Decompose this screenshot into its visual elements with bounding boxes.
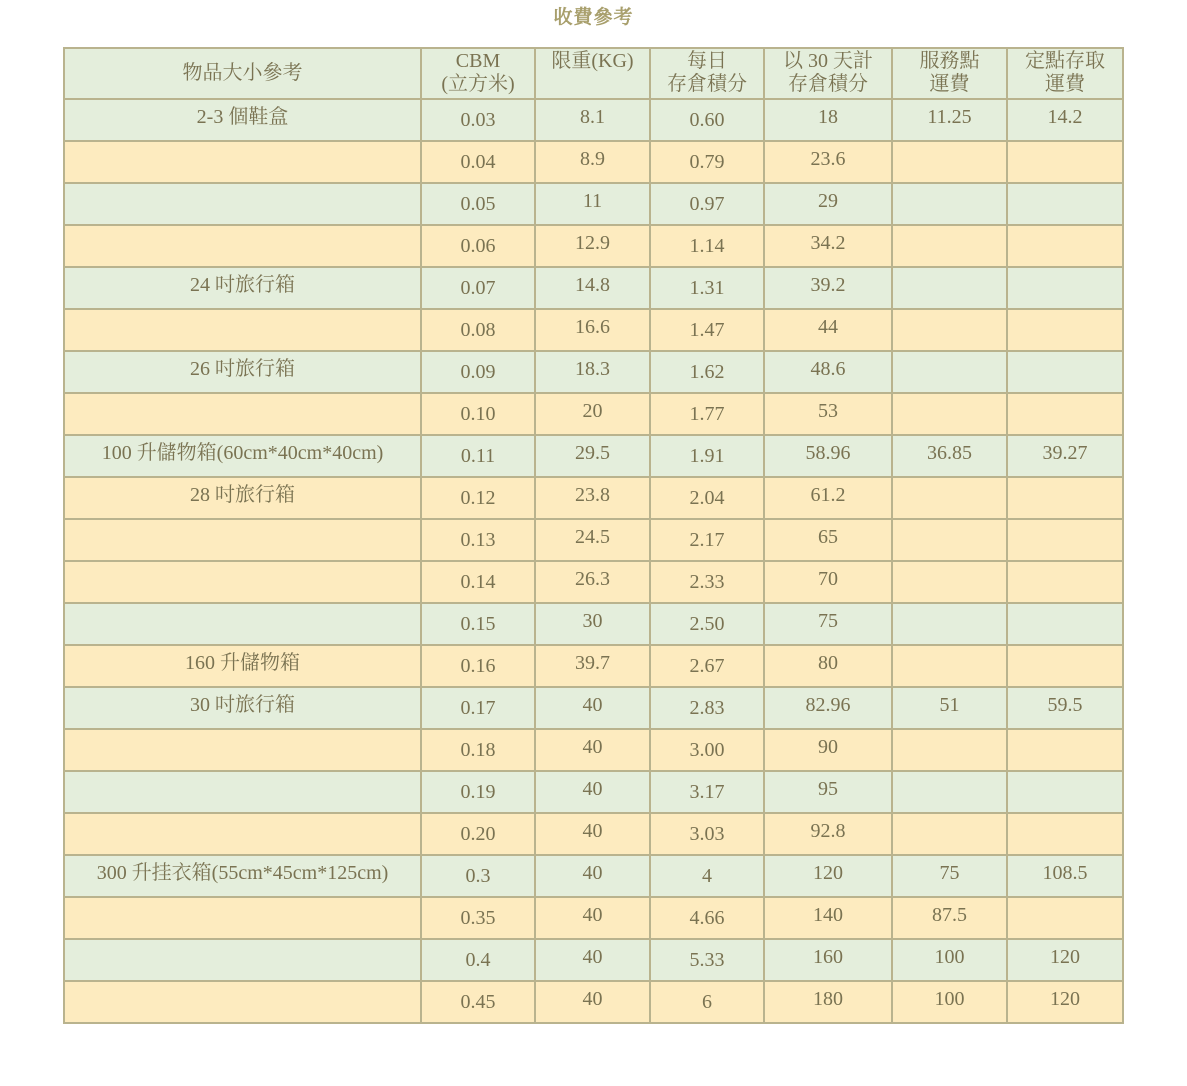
cell-cbm: 0.14 — [421, 561, 535, 603]
header-fixed-line1: 定點存取 — [1025, 50, 1105, 72]
cell-cbm: 0.03 — [421, 99, 535, 141]
cell-weight-limit: 40 — [535, 771, 650, 813]
table-row — [64, 309, 1123, 351]
cell-daily-points: 4 — [650, 855, 764, 897]
header-cbm-line1: CBM — [455, 50, 501, 72]
cell-daily-points: 2.83 — [650, 687, 764, 729]
table-row — [64, 351, 1123, 393]
cell-fixed-point-fee — [1007, 519, 1123, 561]
cell-weight-limit: 8.9 — [535, 141, 650, 183]
cell-daily-points: 2.67 — [650, 645, 764, 687]
table-body — [64, 99, 1123, 1023]
table-row — [64, 771, 1123, 813]
cell-item-size — [64, 309, 421, 351]
cell-weight-limit: 29.5 — [535, 435, 650, 477]
table-row — [64, 897, 1123, 939]
table-row — [64, 729, 1123, 771]
cell-monthly-points: 92.8 — [764, 813, 892, 855]
cell-weight-limit: 8.1 — [535, 99, 650, 141]
cell-fixed-point-fee — [1007, 309, 1123, 351]
cell-daily-points: 3.00 — [650, 729, 764, 771]
cell-service-point-fee: 87.5 — [892, 897, 1007, 939]
cell-item-size: 24 吋旅行箱 — [64, 267, 421, 309]
cell-item-size — [64, 729, 421, 771]
cell-service-point-fee: 36.85 — [892, 435, 1007, 477]
cell-service-point-fee — [892, 771, 1007, 813]
cell-item-size: 160 升儲物箱 — [64, 645, 421, 687]
cell-service-point-fee — [892, 813, 1007, 855]
table-row — [64, 99, 1123, 141]
cell-weight-limit: 11 — [535, 183, 650, 225]
cell-daily-points: 2.33 — [650, 561, 764, 603]
cell-weight-limit: 40 — [535, 687, 650, 729]
table-row — [64, 645, 1123, 687]
cell-monthly-points: 90 — [764, 729, 892, 771]
header-daily-line2: 存倉積分 — [667, 73, 747, 95]
cell-daily-points: 4.66 — [650, 897, 764, 939]
header-fixed-point-fee — [1007, 48, 1123, 99]
cell-fixed-point-fee: 14.2 — [1007, 99, 1123, 141]
cell-service-point-fee — [892, 351, 1007, 393]
cell-fixed-point-fee — [1007, 225, 1123, 267]
cell-monthly-points: 34.2 — [764, 225, 892, 267]
table-row — [64, 267, 1123, 309]
header-cbm-line2: (立方米) — [441, 73, 515, 95]
header-service-line1: 服務點 — [919, 50, 980, 72]
cell-fixed-point-fee — [1007, 267, 1123, 309]
cell-cbm: 0.19 — [421, 771, 535, 813]
cell-service-point-fee — [892, 477, 1007, 519]
cell-fixed-point-fee — [1007, 645, 1123, 687]
header-daily-points — [650, 48, 764, 99]
cell-service-point-fee: 75 — [892, 855, 1007, 897]
cell-monthly-points: 80 — [764, 645, 892, 687]
table-row — [64, 561, 1123, 603]
table-row — [64, 603, 1123, 645]
cell-cbm: 0.08 — [421, 309, 535, 351]
cell-daily-points: 1.62 — [650, 351, 764, 393]
cell-cbm: 0.20 — [421, 813, 535, 855]
cell-daily-points: 1.77 — [650, 393, 764, 435]
cell-weight-limit: 40 — [535, 813, 650, 855]
header-item-size: 物品大小參考 — [64, 48, 421, 99]
cell-cbm: 0.15 — [421, 603, 535, 645]
cell-weight-limit: 20 — [535, 393, 650, 435]
table-row — [64, 477, 1123, 519]
table-row — [64, 393, 1123, 435]
cell-daily-points: 1.47 — [650, 309, 764, 351]
cell-cbm: 0.11 — [421, 435, 535, 477]
cell-service-point-fee: 51 — [892, 687, 1007, 729]
cell-cbm: 0.45 — [421, 981, 535, 1023]
cell-fixed-point-fee — [1007, 729, 1123, 771]
table-row — [64, 225, 1123, 267]
cell-weight-limit: 18.3 — [535, 351, 650, 393]
cell-daily-points: 6 — [650, 981, 764, 1023]
cell-monthly-points: 44 — [764, 309, 892, 351]
cell-item-size — [64, 183, 421, 225]
cell-monthly-points: 53 — [764, 393, 892, 435]
cell-service-point-fee — [892, 309, 1007, 351]
cell-monthly-points: 75 — [764, 603, 892, 645]
cell-cbm: 0.04 — [421, 141, 535, 183]
cell-item-size: 28 吋旅行箱 — [64, 477, 421, 519]
header-weight-limit: 限重(KG) — [535, 48, 650, 99]
cell-item-size: 30 吋旅行箱 — [64, 687, 421, 729]
cell-monthly-points: 120 — [764, 855, 892, 897]
cell-monthly-points: 160 — [764, 939, 892, 981]
table-row — [64, 855, 1123, 897]
cell-daily-points: 1.14 — [650, 225, 764, 267]
cell-fixed-point-fee — [1007, 561, 1123, 603]
cell-monthly-points: 39.2 — [764, 267, 892, 309]
cell-daily-points: 0.97 — [650, 183, 764, 225]
cell-fixed-point-fee — [1007, 393, 1123, 435]
cell-cbm: 0.16 — [421, 645, 535, 687]
cell-monthly-points: 95 — [764, 771, 892, 813]
cell-item-size — [64, 603, 421, 645]
cell-daily-points: 5.33 — [650, 939, 764, 981]
cell-item-size — [64, 897, 421, 939]
cell-weight-limit: 40 — [535, 981, 650, 1023]
cell-monthly-points: 23.6 — [764, 141, 892, 183]
cell-service-point-fee — [892, 183, 1007, 225]
cell-fixed-point-fee — [1007, 771, 1123, 813]
cell-cbm: 0.12 — [421, 477, 535, 519]
header-fixed-line2: 運費 — [1045, 73, 1085, 95]
cell-item-size — [64, 225, 421, 267]
cell-service-point-fee — [892, 729, 1007, 771]
table-row — [64, 981, 1123, 1023]
header-month-line1: 以 30 天計 — [783, 50, 873, 72]
cell-fixed-point-fee: 39.27 — [1007, 435, 1123, 477]
cell-service-point-fee — [892, 603, 1007, 645]
cell-monthly-points: 18 — [764, 99, 892, 141]
header-month-line2: 存倉積分 — [788, 73, 868, 95]
cell-service-point-fee — [892, 393, 1007, 435]
cell-fixed-point-fee — [1007, 813, 1123, 855]
cell-weight-limit: 40 — [535, 855, 650, 897]
cell-daily-points: 0.79 — [650, 141, 764, 183]
cell-cbm: 0.17 — [421, 687, 535, 729]
cell-item-size — [64, 939, 421, 981]
cell-service-point-fee — [892, 519, 1007, 561]
cell-item-size — [64, 771, 421, 813]
cell-fixed-point-fee: 120 — [1007, 939, 1123, 981]
header-cbm — [421, 48, 535, 99]
cell-monthly-points: 82.96 — [764, 687, 892, 729]
cell-cbm: 0.05 — [421, 183, 535, 225]
cell-item-size: 100 升儲物箱(60cm*40cm*40cm) — [64, 435, 421, 477]
cell-cbm: 0.06 — [421, 225, 535, 267]
table-row — [64, 183, 1123, 225]
header-service-point-fee — [892, 48, 1007, 99]
cell-fixed-point-fee — [1007, 351, 1123, 393]
cell-daily-points: 3.17 — [650, 771, 764, 813]
table-row — [64, 435, 1123, 477]
cell-item-size — [64, 519, 421, 561]
cell-monthly-points: 29 — [764, 183, 892, 225]
cell-fixed-point-fee: 120 — [1007, 981, 1123, 1023]
cell-weight-limit: 16.6 — [535, 309, 650, 351]
cell-service-point-fee — [892, 141, 1007, 183]
cell-monthly-points: 61.2 — [764, 477, 892, 519]
cell-service-point-fee — [892, 267, 1007, 309]
cell-daily-points: 0.60 — [650, 99, 764, 141]
table-header-row — [64, 48, 1123, 99]
cell-cbm: 0.13 — [421, 519, 535, 561]
table-row — [64, 141, 1123, 183]
cell-fixed-point-fee — [1007, 183, 1123, 225]
cell-monthly-points: 58.96 — [764, 435, 892, 477]
cell-weight-limit: 40 — [535, 897, 650, 939]
cell-monthly-points: 70 — [764, 561, 892, 603]
cell-monthly-points: 180 — [764, 981, 892, 1023]
cell-cbm: 0.35 — [421, 897, 535, 939]
cell-daily-points: 2.17 — [650, 519, 764, 561]
cell-item-size — [64, 813, 421, 855]
cell-fixed-point-fee — [1007, 603, 1123, 645]
cell-daily-points: 2.04 — [650, 477, 764, 519]
cell-weight-limit: 26.3 — [535, 561, 650, 603]
cell-daily-points: 1.31 — [650, 267, 764, 309]
cell-weight-limit: 30 — [535, 603, 650, 645]
table-row — [64, 687, 1123, 729]
cell-item-size — [64, 393, 421, 435]
cell-service-point-fee: 100 — [892, 939, 1007, 981]
cell-daily-points: 1.91 — [650, 435, 764, 477]
cell-fixed-point-fee: 108.5 — [1007, 855, 1123, 897]
header-daily-line1: 每日 — [687, 50, 727, 72]
cell-service-point-fee — [892, 225, 1007, 267]
cell-cbm: 0.18 — [421, 729, 535, 771]
cell-item-size: 2-3 個鞋盒 — [64, 99, 421, 141]
cell-monthly-points: 140 — [764, 897, 892, 939]
cell-weight-limit: 40 — [535, 729, 650, 771]
cell-cbm: 0.4 — [421, 939, 535, 981]
cell-monthly-points: 48.6 — [764, 351, 892, 393]
cell-cbm: 0.3 — [421, 855, 535, 897]
cell-cbm: 0.07 — [421, 267, 535, 309]
cell-item-size — [64, 981, 421, 1023]
cell-weight-limit: 14.8 — [535, 267, 650, 309]
cell-fixed-point-fee — [1007, 141, 1123, 183]
cell-weight-limit: 40 — [535, 939, 650, 981]
cell-service-point-fee: 100 — [892, 981, 1007, 1023]
cell-weight-limit: 23.8 — [535, 477, 650, 519]
fee-reference-table — [63, 47, 1124, 1024]
cell-item-size: 26 吋旅行箱 — [64, 351, 421, 393]
cell-weight-limit: 12.9 — [535, 225, 650, 267]
cell-daily-points: 2.50 — [650, 603, 764, 645]
cell-daily-points: 3.03 — [650, 813, 764, 855]
cell-fixed-point-fee: 59.5 — [1007, 687, 1123, 729]
table-row — [64, 813, 1123, 855]
cell-fixed-point-fee — [1007, 477, 1123, 519]
cell-item-size — [64, 561, 421, 603]
table-row — [64, 519, 1123, 561]
header-monthly-points — [764, 48, 892, 99]
page-title: 收費參考 — [553, 6, 634, 28]
header-service-line2: 運費 — [929, 73, 970, 95]
cell-cbm: 0.09 — [421, 351, 535, 393]
cell-service-point-fee: 11.25 — [892, 99, 1007, 141]
cell-fixed-point-fee — [1007, 897, 1123, 939]
table-row — [64, 939, 1123, 981]
cell-item-size — [64, 141, 421, 183]
cell-weight-limit: 39.7 — [535, 645, 650, 687]
cell-service-point-fee — [892, 645, 1007, 687]
cell-monthly-points: 65 — [764, 519, 892, 561]
cell-weight-limit: 24.5 — [535, 519, 650, 561]
cell-service-point-fee — [892, 561, 1007, 603]
cell-cbm: 0.10 — [421, 393, 535, 435]
cell-item-size: 300 升挂衣箱(55cm*45cm*125cm) — [64, 855, 421, 897]
